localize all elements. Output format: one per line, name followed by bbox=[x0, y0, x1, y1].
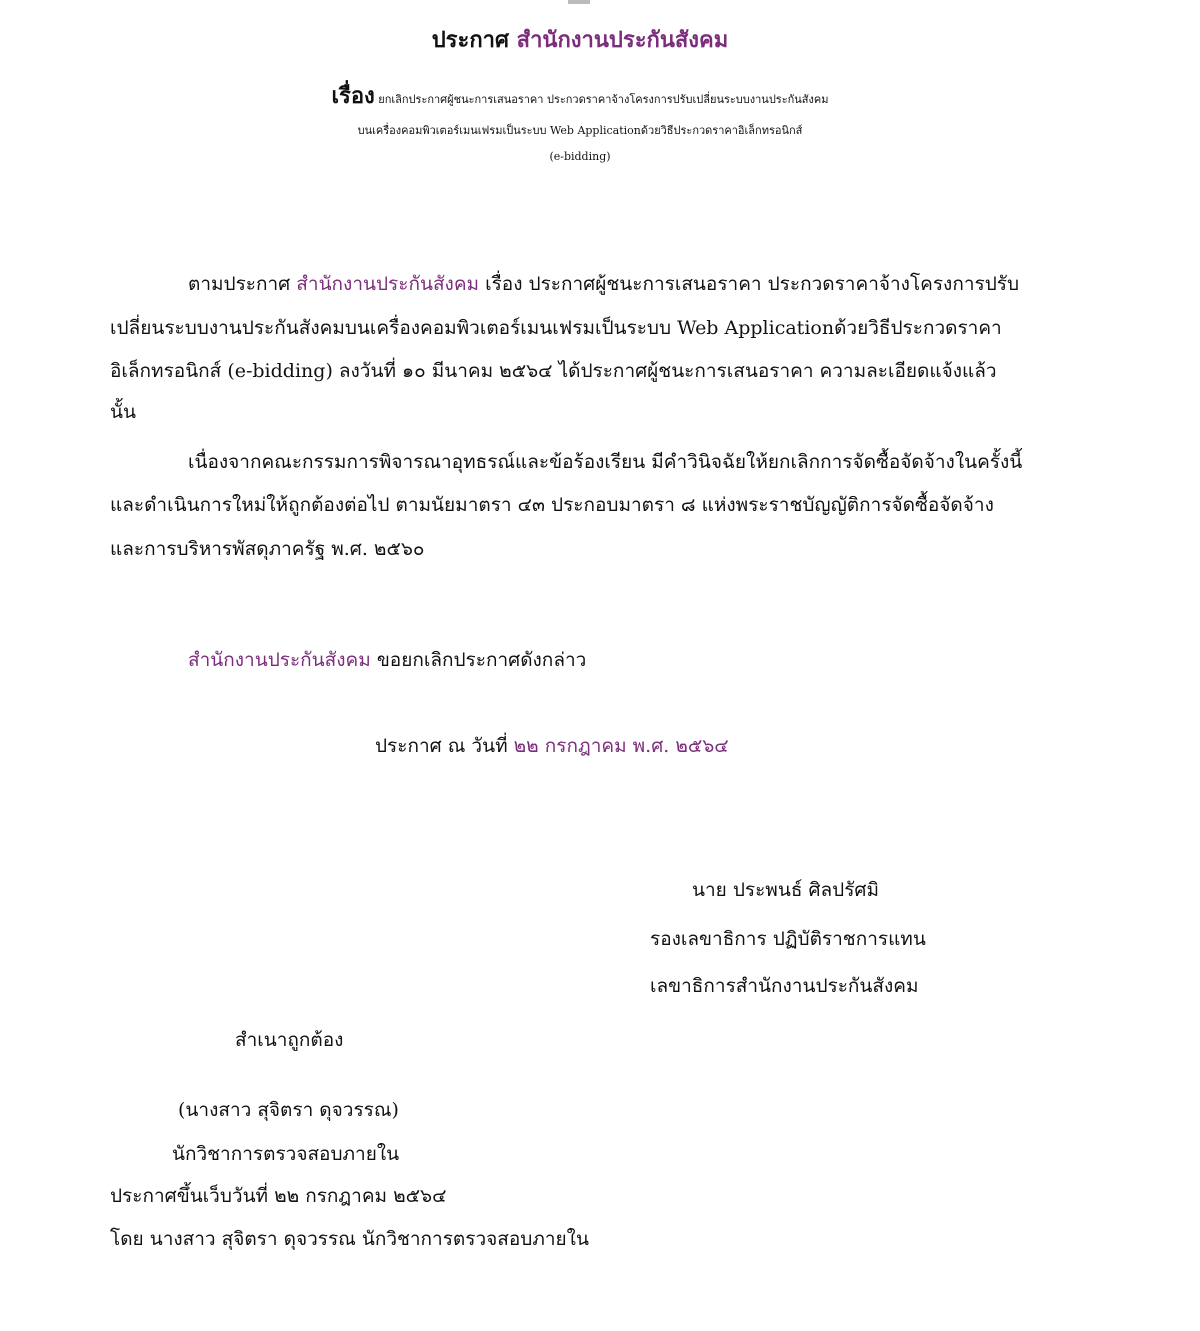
p3-org: สำนักงานประกันสังคม bbox=[188, 649, 371, 671]
signatory-position-1: รองเลขาธิการ ปฏิบัติราชการแทน bbox=[650, 928, 926, 950]
date-prefix: ประกาศ ณ วันที่ bbox=[375, 735, 508, 757]
p1-org: สำนักงานประกันสังคม bbox=[296, 273, 480, 295]
signatory-position-2: เลขาธิการสำนักงานประกันสังคม bbox=[650, 975, 919, 997]
signatory-name: นาย ประพนธ์ ศิลปรัศมิ bbox=[692, 879, 880, 901]
date-value: ๒๒ กรกฎาคม พ.ศ. ๒๕๖๔ bbox=[513, 735, 729, 757]
paragraph-1-line-4: นั้น bbox=[110, 401, 136, 423]
posted-date: ประกาศขึ้นเว็บวันที่ ๒๒ กรกฎาคม ๒๕๖๔ bbox=[110, 1185, 447, 1207]
p1-rest: เรื่อง ประกาศผู้ชนะการเสนอราคา ประกวดราคาจ้างโครงการปรับ bbox=[485, 273, 1020, 295]
subject-text-1: ยกเลิกประกาศผู้ชนะการเสนอราคา ประกวดราคาจ้างโครงการปรับเปลี่ยนระบบงานประกันสังคม bbox=[378, 93, 829, 106]
subject-line-1 bbox=[0, 78, 1160, 113]
announcement-date bbox=[375, 734, 729, 758]
paragraph-1-line-1 bbox=[188, 272, 1019, 296]
certified-label: สำเนาถูกต้อง bbox=[235, 1029, 344, 1051]
subject-line-2: บนเครื่องคอมพิวเตอร์เมนเฟรมเป็นระบบ Web Applicationด้วยวิธีประกวดราคาอิเล็กทรอนิกส์ bbox=[357, 124, 803, 137]
title-org: สำนักงานประกันสังคม bbox=[516, 27, 729, 53]
document-title bbox=[0, 22, 1160, 57]
p1-lead: ตามประกาศ bbox=[188, 273, 291, 295]
paragraph-1-line-2: เปลี่ยนระบบงานประกันสังคมบนเครื่องคอมพิวเตอร์เมนเฟรมเป็นระบบ Web Applicationด้วยวิธีประกวดราคา bbox=[110, 317, 1002, 339]
paragraph-1-line-3: อิเล็กทรอนิกส์ (e-bidding) ลงวันที่ ๑๐ มีนาคม ๒๕๖๔ ได้ประกาศผู้ชนะการเสนอราคา ความละเอียดแจ้งแล้ว bbox=[110, 360, 997, 382]
paragraph-2-line-3: และการบริหารพัสดุภาครัฐ พ.ศ. ๒๕๖๐ bbox=[110, 538, 425, 560]
subject-line-3: (e-bidding) bbox=[549, 150, 611, 163]
title-prefix: ประกาศ bbox=[431, 27, 509, 53]
posted-by: โดย นางสาว สุจิตรา ดุจวรรณ นักวิชาการตรวจสอบภายใน bbox=[110, 1228, 589, 1250]
paragraph-3 bbox=[188, 648, 586, 672]
p3-rest: ขอยกเลิกประกาศดังกล่าว bbox=[376, 649, 587, 671]
paragraph-2-line-2: และดำเนินการใหม่ให้ถูกต้องต่อไป ตามนัยมาตรา ๔๓ ประกอบมาตรา ๘ แห่งพระราชบัญญัติการจัดซื้อจัดจ้าง bbox=[110, 494, 994, 516]
paragraph-2-line-1: เนื่องจากคณะกรรมการพิจารณาอุทธรณ์และข้อร้องเรียน มีคำวินิจฉัยให้ยกเลิกการจัดซื้อจัดจ้างในครั้งนี้ bbox=[188, 451, 1023, 473]
certifier-name: (นางสาว สุจิตรา ดุจวรรณ) bbox=[178, 1099, 399, 1121]
subject-label: เรื่อง bbox=[331, 83, 375, 109]
page-top-mark bbox=[568, 0, 590, 4]
certifier-position: นักวิชาการตรวจสอบภายใน bbox=[172, 1143, 400, 1165]
